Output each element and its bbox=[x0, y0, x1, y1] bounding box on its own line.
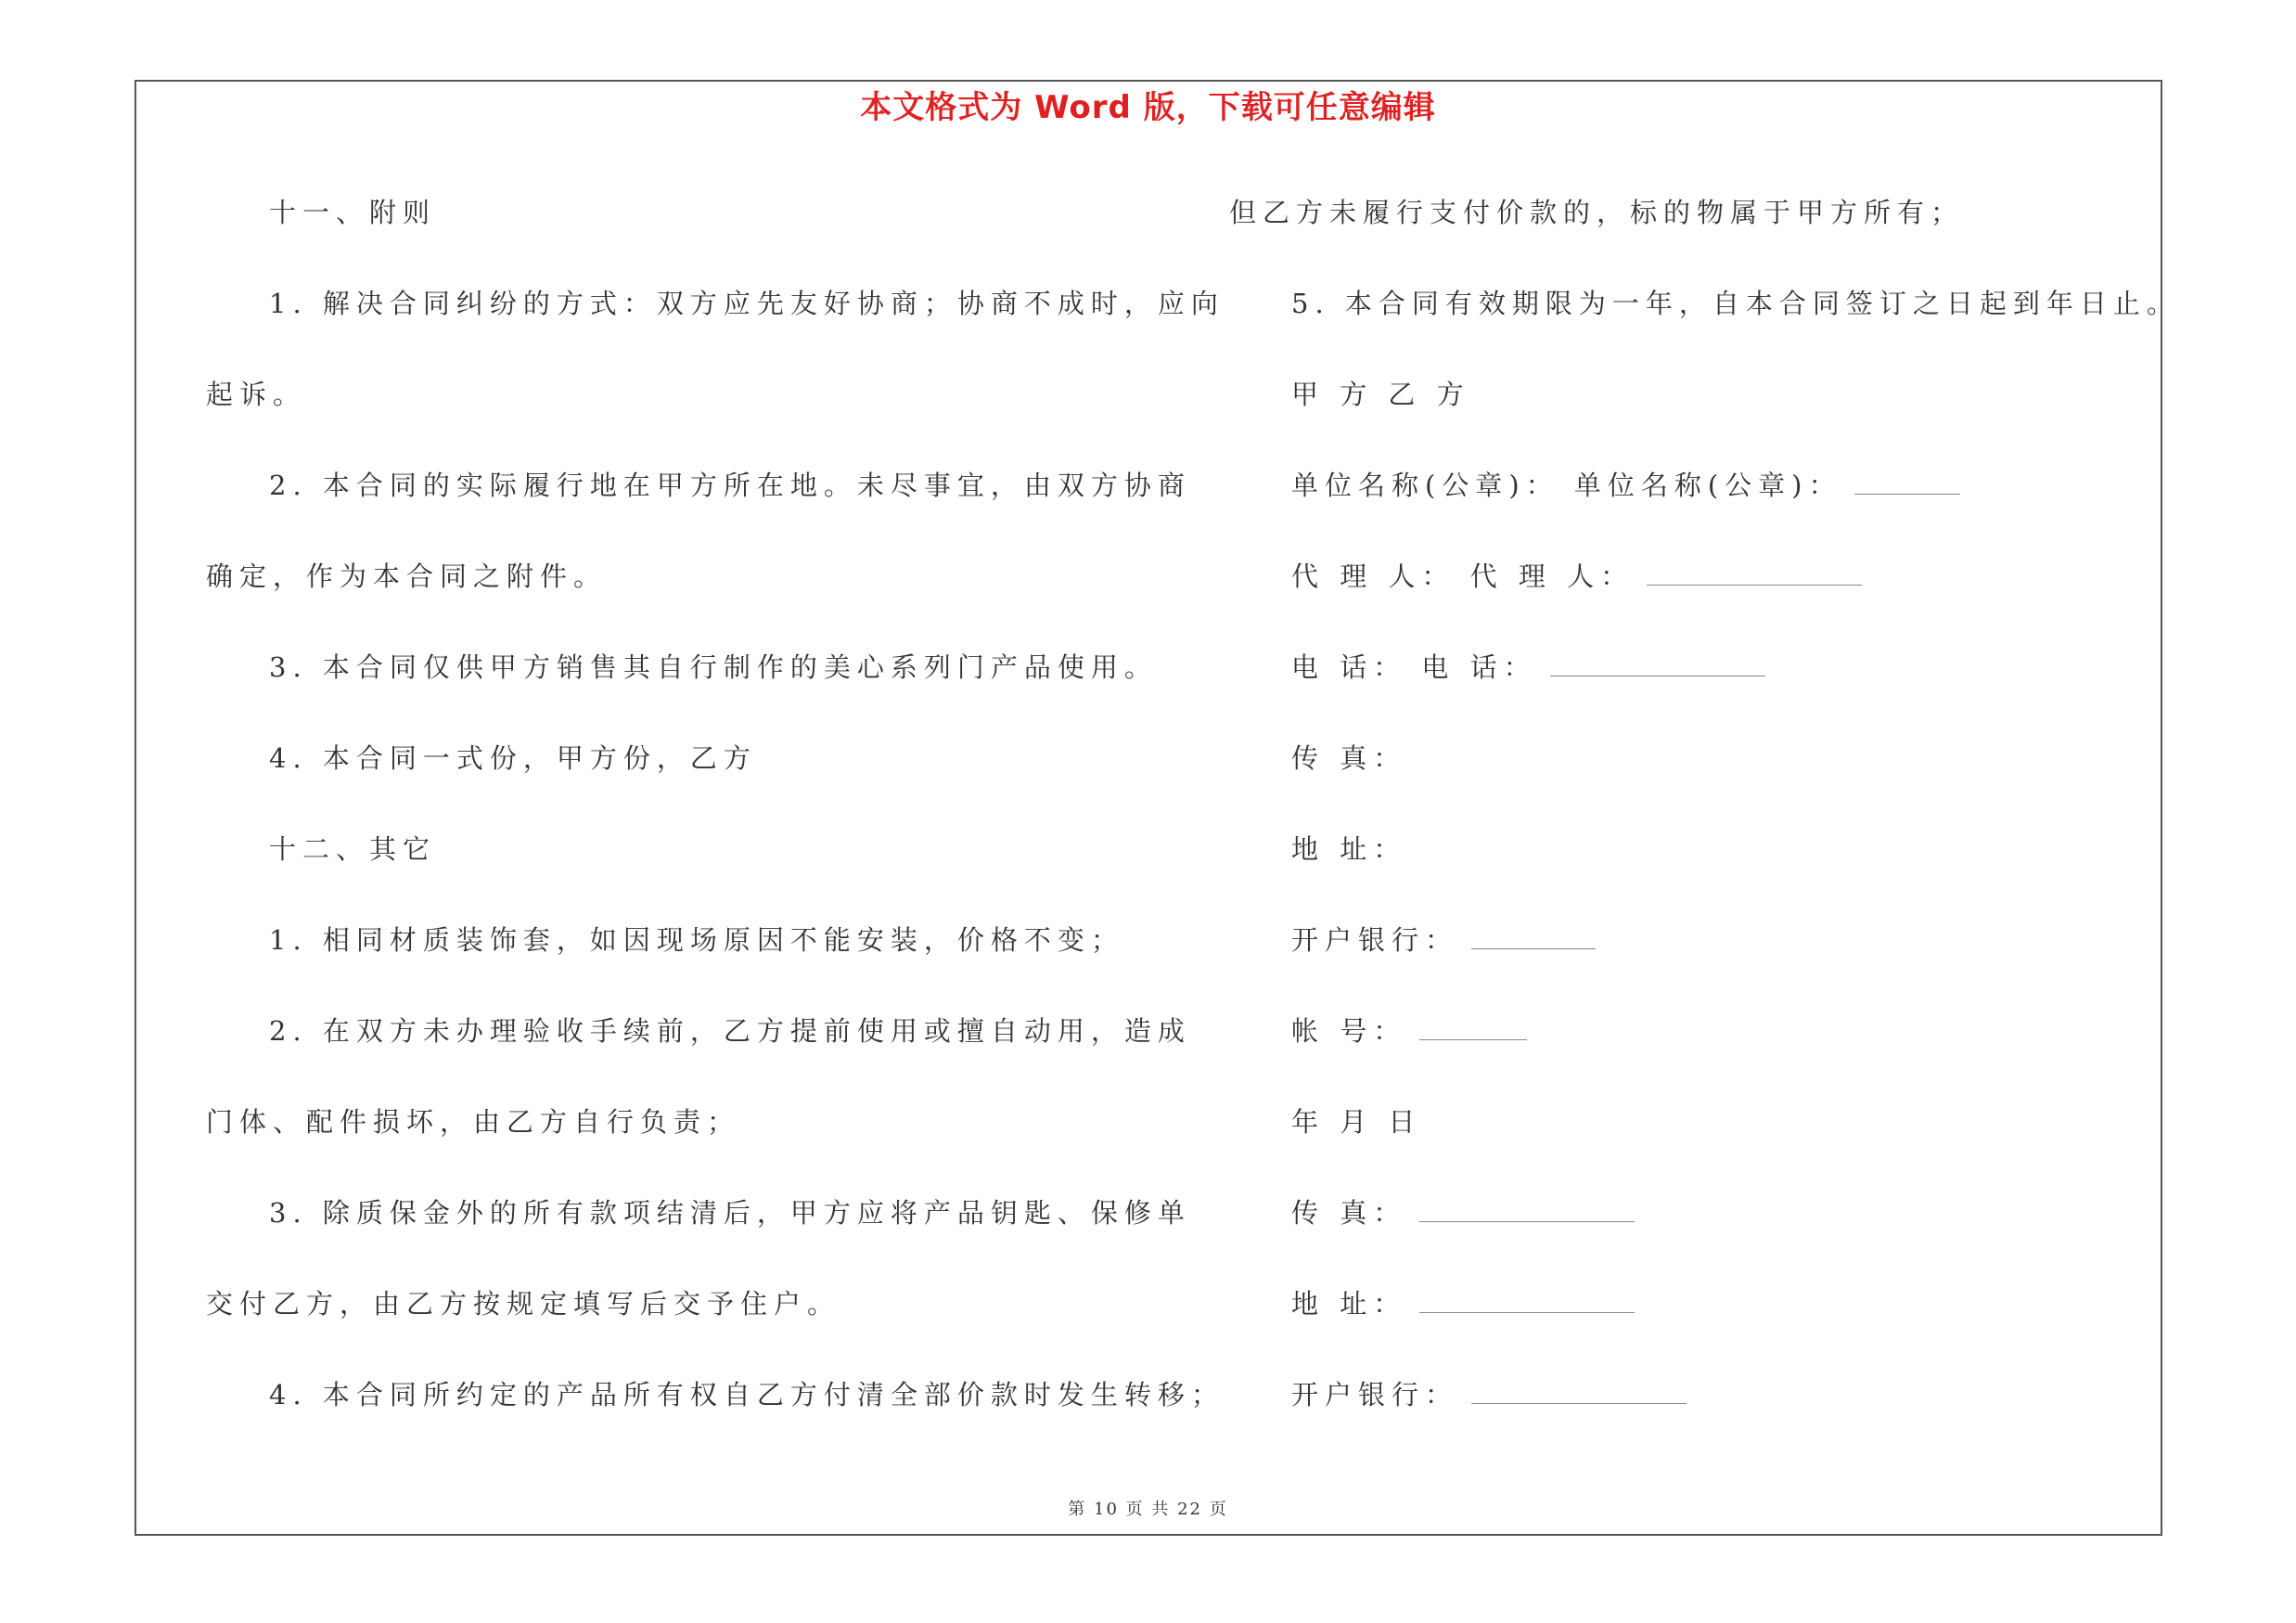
clause-12-5: 5. 本合同有效期限为一年，自本合同签订之日起到年日止。 bbox=[1291, 288, 2180, 319]
account-label: 帐 号： bbox=[1291, 1015, 1407, 1047]
bank-blank-a bbox=[1471, 924, 1596, 949]
signature-row-bank-a bbox=[1291, 921, 1596, 959]
clause-12-3: 3. 除质保金外的所有款项结清后，甲方应将产品钥匙、保修单 bbox=[269, 1197, 1191, 1229]
unit-name-blank bbox=[1854, 470, 1960, 495]
signature-parties: 甲 方 乙 方 bbox=[1291, 379, 1470, 410]
bank-blank-b bbox=[1471, 1379, 1687, 1404]
bank-label-b: 开户银行： bbox=[1291, 1379, 1459, 1410]
clause-12-4: 4. 本合同所约定的产品所有权自乙方付清全部价款时发生转移； bbox=[269, 1379, 1225, 1410]
clause-11-2-cont: 确定，作为本合同之附件。 bbox=[206, 560, 608, 592]
phone-blank bbox=[1550, 651, 1765, 676]
clause-11-4: 4. 本合同一式份，甲方份，乙方 bbox=[269, 742, 757, 774]
agent-label: 代 理 人： 代 理 人： bbox=[1291, 560, 1635, 592]
signature-row-address-b bbox=[1291, 1285, 1635, 1322]
section-heading-11: 十一、附则 bbox=[269, 197, 437, 228]
bank-label-a: 开户银行： bbox=[1291, 924, 1459, 956]
clause-11-1: 1. 解决合同纠纷的方式：双方应先友好协商；协商不成时，应向 bbox=[269, 288, 1225, 319]
signature-row-address-a: 地 址： bbox=[1291, 833, 1407, 865]
clause-11-2: 2. 本合同的实际履行地在甲方所在地。未尽事宜，由双方协商 bbox=[269, 470, 1191, 501]
account-blank bbox=[1419, 1015, 1527, 1040]
signature-row-fax-b bbox=[1291, 1194, 1635, 1231]
agent-blank bbox=[1647, 560, 1862, 586]
signature-row-fax-a: 传 真： bbox=[1291, 742, 1407, 774]
unit-name-label: 单位名称(公章)： 单位名称(公章)： bbox=[1291, 470, 1842, 501]
signature-row-unit-name bbox=[1291, 467, 1960, 504]
signature-row-account bbox=[1291, 1012, 1527, 1050]
fax-blank-b bbox=[1419, 1197, 1635, 1222]
clause-11-3: 3. 本合同仅供甲方销售其自行制作的美心系列门产品使用。 bbox=[269, 651, 1158, 683]
clause-12-2-cont: 门体、配件损坏，由乙方自行负责； bbox=[206, 1106, 741, 1138]
signature-row-phone bbox=[1291, 649, 1765, 686]
signature-row-bank-b bbox=[1291, 1376, 1687, 1413]
clause-12-4-cont: 但乙方未履行支付价款的，标的物属于甲方所有； bbox=[1229, 197, 1965, 228]
clause-11-1-cont: 起诉。 bbox=[206, 379, 307, 410]
fax-label-b: 传 真： bbox=[1291, 1197, 1407, 1229]
phone-label: 电 话： 电 话： bbox=[1291, 651, 1537, 683]
address-blank-b bbox=[1419, 1288, 1635, 1313]
address-label-b: 地 址： bbox=[1291, 1288, 1407, 1320]
clause-12-1: 1. 相同材质装饰套，如因现场原因不能安装，价格不变； bbox=[269, 924, 1124, 956]
signature-row-date: 年 月 日 bbox=[1291, 1106, 1422, 1138]
section-heading-12: 十二、其它 bbox=[269, 833, 437, 865]
signature-row-agent bbox=[1291, 558, 1862, 595]
clause-12-3-cont: 交付乙方，由乙方按规定填写后交予住户。 bbox=[206, 1288, 841, 1320]
page-footer: 第 10 页 共 22 页 bbox=[1068, 1500, 1228, 1519]
clause-12-2: 2. 在双方未办理验收手续前，乙方提前使用或擅自动用，造成 bbox=[269, 1015, 1191, 1047]
banner-notice: 本文格式为 Word 版，下载可任意编辑 bbox=[860, 89, 1436, 126]
